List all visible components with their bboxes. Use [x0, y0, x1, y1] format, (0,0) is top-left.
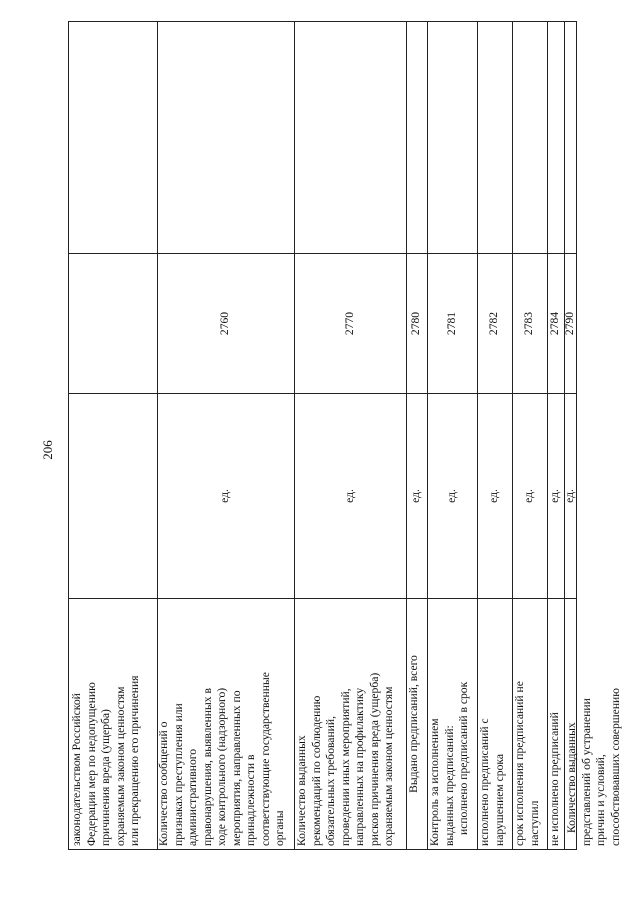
- value-cell: [406, 21, 427, 254]
- indicator-text-line: охраняемым законом ценностям: [382, 686, 395, 846]
- indicator-text-line: способствовавших совершению: [608, 688, 622, 846]
- unit-value: ед.: [217, 489, 231, 503]
- indicator-text-line: Количество выданных: [295, 735, 308, 846]
- indicator-text-line: исполнено предписаний в срок: [457, 681, 470, 835]
- page-number: 206: [40, 440, 55, 460]
- unit-value: ед.: [548, 489, 562, 503]
- indicator-text-line: не исполнено предписаний: [548, 712, 561, 846]
- value-cell: [427, 21, 477, 254]
- indicator-text-line: представлений об устранении: [579, 698, 593, 846]
- code-cell: [406, 254, 427, 394]
- indicator-name-cell: [294, 599, 406, 850]
- row-code: 2770: [342, 311, 356, 336]
- value-cell: [512, 21, 547, 254]
- table-row: [406, 21, 428, 850]
- indicator-text-line: Количество выданных: [565, 722, 578, 833]
- code-cell: [427, 254, 477, 394]
- row-code: 2780: [409, 311, 423, 336]
- indicator-text-line: охраняемым законом ценностям: [113, 686, 127, 846]
- unit-value: ед.: [562, 489, 576, 503]
- indicator-text-line: обязательных требований,: [324, 716, 337, 846]
- indicator-text-line: Количество сообщений о: [157, 721, 170, 846]
- indicator-text-line: мероприятия, направленных по: [229, 690, 243, 846]
- unit-value: ед.: [444, 489, 458, 503]
- row-code: 2784: [548, 311, 562, 336]
- indicator-name-cell: [477, 599, 512, 850]
- unit-value: ед.: [487, 489, 501, 503]
- row-code: 2790: [562, 311, 576, 336]
- unit-cell: [69, 394, 157, 599]
- code-cell: [294, 254, 406, 394]
- unit-cell: [477, 394, 512, 599]
- code-cell: [156, 254, 294, 394]
- unit-cell: [564, 394, 576, 599]
- table-row: [477, 21, 513, 850]
- indicator-text-line: исполнено предписаний с: [478, 718, 491, 846]
- code-cell: [69, 254, 157, 394]
- unit-value: ед.: [409, 489, 423, 503]
- indicator-text-line: или прекращению его причинения: [128, 675, 141, 846]
- indicator-text-line: направленных на профилактику: [353, 687, 366, 846]
- indicator-name-cell: [427, 599, 477, 850]
- unit-cell: [156, 394, 294, 599]
- unit-cell: [294, 394, 406, 599]
- unit-cell: [512, 394, 547, 599]
- indicator-text-line: правонарушения, выявленных в: [200, 688, 214, 846]
- value-cell: [547, 21, 564, 254]
- unit-cell: [547, 394, 564, 599]
- unit-cell: [406, 394, 427, 599]
- indicator-text-line: ходе контрольного (надзорного): [215, 687, 228, 846]
- indicator-name-cell: [69, 599, 157, 850]
- indicator-text-line: признаках преступления или: [171, 703, 185, 846]
- indicator-text-line: рисков причинения вреда (ущерба): [367, 672, 381, 846]
- row-code: 2783: [522, 311, 536, 336]
- value-cell: [294, 21, 406, 254]
- indicator-name-cell: [547, 599, 564, 850]
- indicator-text-line: соответствующие государственные: [258, 672, 272, 846]
- table-row: [547, 21, 565, 850]
- indicator-text-line: принадлежности в: [244, 754, 257, 846]
- indicator-text-line: законодательством Российской: [70, 693, 83, 846]
- statistics-table: [68, 21, 622, 850]
- indicator-name-cell: [564, 599, 622, 850]
- code-cell: [547, 254, 564, 394]
- indicator-text-line: наступил: [527, 800, 541, 846]
- row-code: 2781: [444, 311, 458, 336]
- indicator-name-cell: [156, 599, 294, 850]
- row-code: 2760: [217, 311, 231, 336]
- table-row: [562, 21, 622, 850]
- indicator-text-line: выданных предписаний:: [442, 725, 456, 846]
- indicator-text-line: органы: [273, 810, 286, 846]
- value-cell: [69, 21, 157, 254]
- indicator-text-line: рекомендаций по соблюдению: [309, 695, 323, 846]
- table-row: [68, 21, 158, 850]
- indicator-text-line: причин и условий,: [594, 754, 607, 846]
- indicator-text-line: Контроль за исполнением: [428, 718, 441, 846]
- indicator-text-line: Федерации мер по недопущению: [84, 682, 98, 846]
- table-row: [427, 21, 478, 850]
- row-code: 2782: [487, 311, 501, 336]
- table-row: [294, 21, 407, 850]
- indicator-text-line: проведении иных мероприятий,: [338, 688, 352, 846]
- value-cell: [564, 21, 576, 254]
- indicator-text-line: причинения вреда (ущерба): [99, 709, 112, 846]
- unit-value: ед.: [522, 489, 536, 503]
- indicator-name-cell: [512, 599, 547, 850]
- table-row: [156, 21, 295, 850]
- code-cell: [512, 254, 547, 394]
- unit-cell: [427, 394, 477, 599]
- code-cell: [477, 254, 512, 394]
- value-cell: [477, 21, 512, 254]
- table-row: [512, 21, 548, 850]
- rotated-table-wrapper: [68, 21, 622, 850]
- unit-value: ед.: [342, 489, 356, 503]
- value-cell: [156, 21, 294, 254]
- indicator-name-cell: [406, 599, 427, 850]
- indicator-text-line: нарушением срока: [492, 754, 506, 846]
- code-cell: [564, 254, 576, 394]
- indicator-text-line: административного: [186, 748, 199, 846]
- indicator-text-line: Выдано предписаний, всего: [407, 655, 420, 793]
- indicator-text-line: срок исполнения предписаний не: [513, 681, 526, 846]
